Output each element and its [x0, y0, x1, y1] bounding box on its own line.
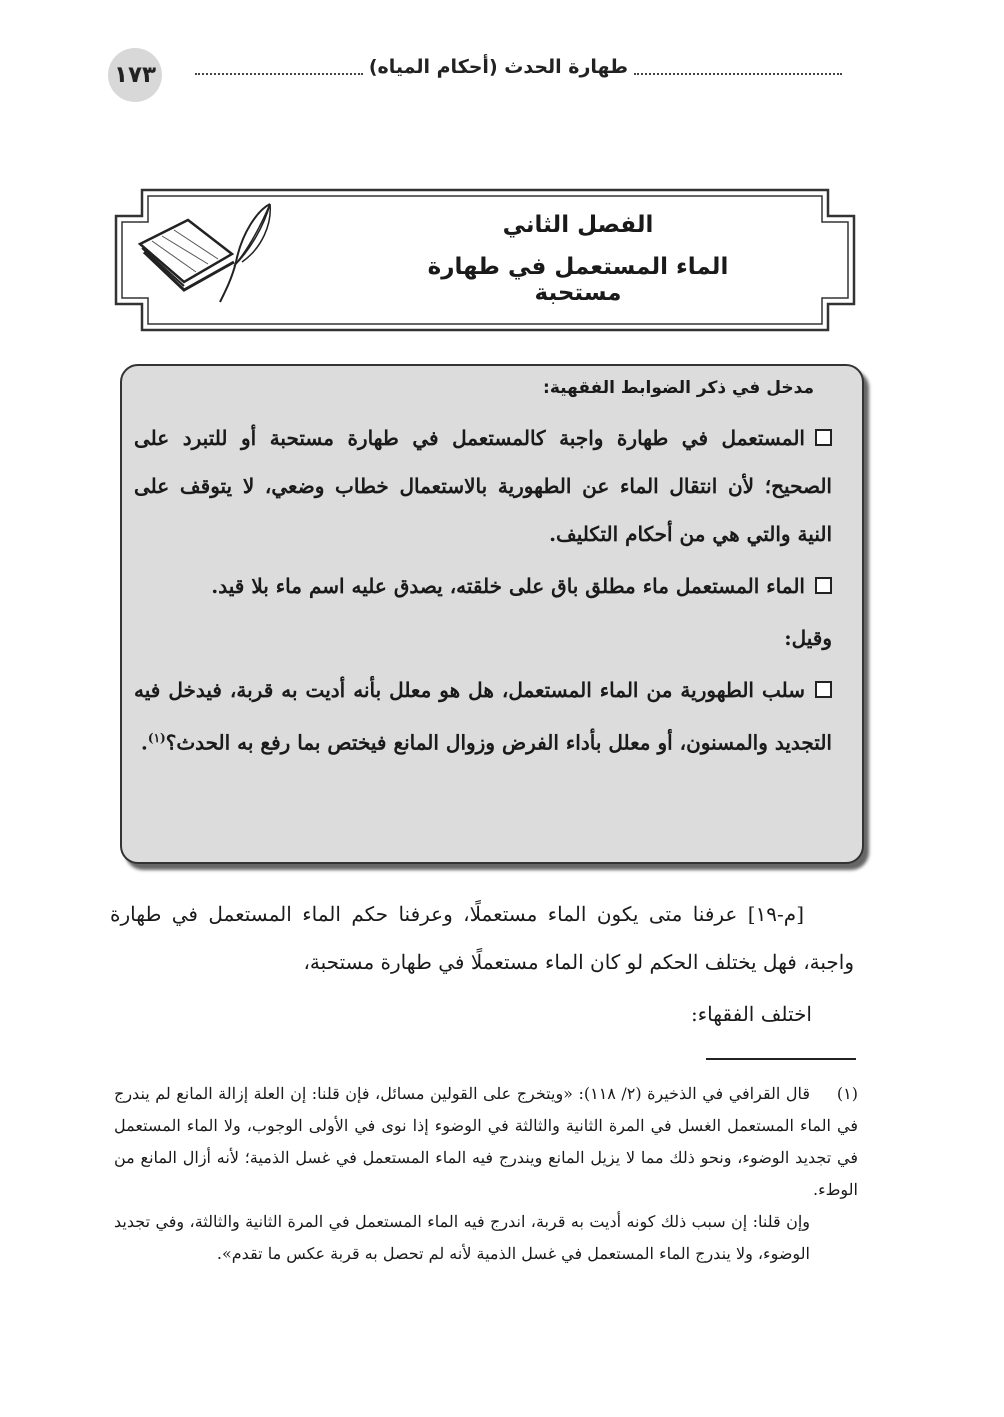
leader-dots-right [634, 59, 842, 75]
footnote-separator [706, 1058, 856, 1060]
rule-text: سلب الطهورية من الماء المستعمل، هل هو معلل بأنه أديت به قربة، فيدخل فيه التجديد والمسنون، أو معلل بأداء الفرض وزوال المانع فيختص بما رفع به الحدث؟ [134, 678, 832, 755]
rule-text: الماء المستعمل ماء مطلق باق على خلقته، يصدق عليه اسم ماء بلا قيد. [211, 574, 805, 598]
footnote-1-continued: وإن قلنا: إن سبب ذلك كونه أديت به قربة، اندرج فيه الماء المستعمل في المرة الثانية والثالثة، وفي تجديد الوضوء، ولا يندرج الماء المستعمل في غسل الذمية لأنه لم تحصل به قربة عكس ما تقدم». [114, 1212, 810, 1263]
footnotes [114, 1078, 858, 1270]
rule-item: سلب الطهورية من الماء المستعمل، هل هو معلل بأنه أديت به قربة، فيدخل فيه التجديد والمسنون، أو معلل بأداء الفرض وزوال المانع فيختص بما رفع به الحدث؟$^{(١)}$. [134, 678, 832, 755]
qila-label: وقيل: [784, 626, 832, 650]
footnote-text: قال القرافي في الذخيرة (٢/ ١١٨): «ويتخرج على القولين مسائل، فإن قلنا: إن العلة إزالة المانع لم يندرج في الماء المستعمل الغسل في المرة الثانية والثالثة في الوضوء إذا نوى في الأولى الوجوب، ولا الماء المستعمل في تجديد الوضوء، ونحو ذلك مما لا يزيل المانع ويندرج فيه الماء المستعمل في غسل الذمية؛ لأنه أزال المانع من الوطء. [114, 1084, 858, 1199]
book-quill-icon [130, 192, 280, 312]
rule-item [134, 562, 832, 610]
page-number: ١٧٣ [108, 48, 162, 102]
body-subheading: اختلف الفقهاء: [691, 1002, 812, 1026]
rule-text: المستعمل في طهارة واجبة كالمستعمل في طهارة مستحبة أو للتبرد على الصحيح؛ لأن انتقال الماء عن الطهورية بالاستعمال خطاب وضعي، لا يتوقف على النية والتي هي من أحكام التكليف. [134, 426, 832, 546]
rule-item [134, 414, 832, 558]
chapter-label: الفصل الثاني [502, 212, 654, 238]
rules-heading: مدخل في ذكر الضوابط الفقهية: [543, 378, 814, 398]
checkbox-square-icon [815, 429, 832, 446]
chapter-title-frame [112, 186, 858, 334]
checkbox-square-icon [815, 681, 832, 698]
checkbox-square-icon [815, 577, 832, 594]
chapter-title: الماء المستعمل في طهارة مستحبة [427, 254, 729, 306]
footnote-1 [114, 1078, 858, 1206]
leader-dots-left [195, 59, 363, 75]
footnote-number: (١) [836, 1084, 858, 1103]
running-title-row [189, 56, 848, 78]
page-header [108, 48, 848, 98]
fiqh-rules-box [120, 364, 864, 864]
body-paragraph: [م-١٩] عرفنا متى يكون الماء مستعملًا، وعرفنا حكم الماء المستعمل في طهارة واجبة، فهل يختلف الحكم لو كان الماء مستعملًا في طهارة مستحبة، [110, 902, 854, 974]
running-title: طهارة الحدث (أحكام المياه) [368, 56, 628, 78]
footnote-ref: (١) [147, 731, 166, 745]
